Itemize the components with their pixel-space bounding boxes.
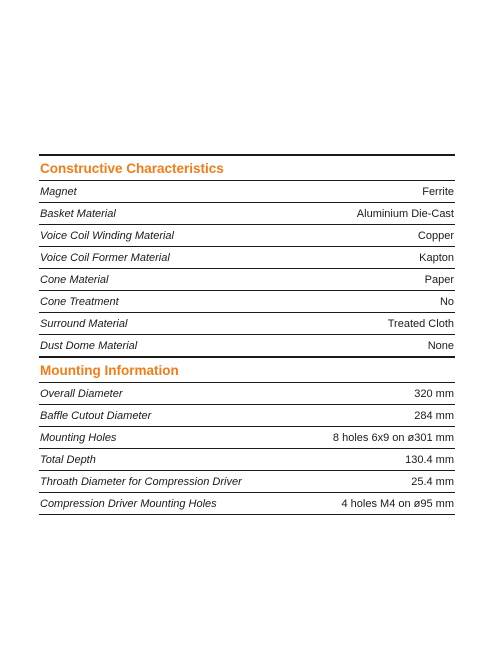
row-label: Total Depth <box>40 453 96 466</box>
table-row <box>39 449 455 471</box>
row-label: Cone Material <box>40 273 109 286</box>
section-header-mounting <box>39 356 455 383</box>
row-value: Ferrite <box>422 185 454 198</box>
table-row <box>39 313 455 335</box>
table-row <box>39 471 455 493</box>
row-value: 320 mm <box>414 387 454 400</box>
row-label: Voice Coil Former Material <box>40 251 170 264</box>
row-label: Cone Treatment <box>40 295 119 308</box>
row-value: 4 holes M4 on ø95 mm <box>341 497 454 510</box>
row-value: Paper <box>424 273 454 286</box>
row-value: 25.4 mm <box>411 475 454 488</box>
table-row <box>39 291 455 313</box>
row-value: 284 mm <box>414 409 454 422</box>
table-row <box>39 203 455 225</box>
row-value: Copper <box>417 229 454 242</box>
table-row <box>39 335 455 356</box>
section-title: Constructive Characteristics <box>40 161 224 177</box>
row-value: Kapton <box>419 251 454 264</box>
row-label: Dust Dome Material <box>40 339 138 352</box>
spec-table <box>39 154 455 515</box>
row-label: Voice Coil Winding Material <box>40 229 174 242</box>
table-row <box>39 269 455 291</box>
row-label: Compression Driver Mounting Holes <box>40 497 217 510</box>
row-label: Surround Material <box>40 317 128 330</box>
row-value: Treated Cloth <box>387 317 454 330</box>
row-label: Basket Material <box>40 207 116 220</box>
row-label: Magnet <box>40 185 77 198</box>
row-label: Throath Diameter for Compression Driver <box>40 475 242 488</box>
table-row <box>39 427 455 449</box>
table-row <box>39 225 455 247</box>
section-title: Mounting Information <box>40 363 179 379</box>
table-row <box>39 383 455 405</box>
row-value: No <box>439 295 454 308</box>
table-row <box>39 247 455 269</box>
table-row <box>39 405 455 427</box>
row-value: Aluminium Die-Cast <box>356 207 454 220</box>
row-value: 8 holes 6x9 on ø301 mm <box>332 431 454 444</box>
row-value: None <box>427 339 454 352</box>
section-header-constructive <box>39 154 455 181</box>
table-row <box>39 181 455 203</box>
row-label: Baffle Cutout Diameter <box>40 409 152 422</box>
row-label: Overall Diameter <box>40 387 123 400</box>
row-label: Mounting Holes <box>40 431 117 444</box>
row-value: 130.4 mm <box>405 453 454 466</box>
table-row <box>39 493 455 515</box>
